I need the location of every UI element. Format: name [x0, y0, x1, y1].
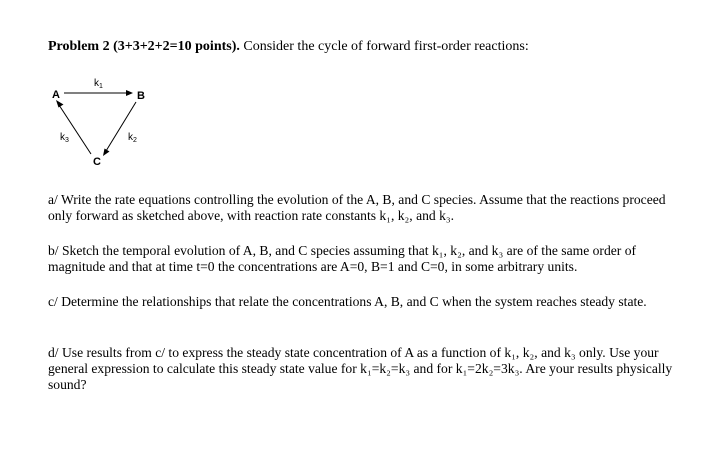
k2-subscript: 2: [133, 137, 137, 144]
reaction-cycle-diagram: [44, 72, 164, 172]
k2-base: k: [128, 132, 133, 143]
k1-base: k: [94, 78, 99, 89]
question-c: c/ Determine the relationships that relate the concentrations A, B, and C when the system reaches steady state.: [48, 294, 647, 309]
rate-constant-k1-label: [94, 78, 103, 90]
question-b: b/ Sketch the temporal evolution of A, B, and C species assuming that k₁, k₂, and k₃ are of the same order of magnitude and that at time t=0 the concentrations are A=0, B=1 and C=0, in some arbitrary units.: [48, 243, 637, 274]
problem-heading: [48, 38, 688, 55]
k3-base: k: [60, 132, 65, 143]
arrow-a-to-b: [64, 90, 133, 96]
species-b-label: B: [137, 90, 145, 102]
rate-constant-k2-label: [128, 132, 137, 144]
problem-title: Problem 2 (3+3+2+2=10 points).: [48, 39, 240, 54]
rate-constant-k3-label: [60, 132, 69, 144]
arrow-b-to-c: [103, 102, 136, 156]
species-c-label: C: [93, 156, 101, 168]
k1-subscript: 1: [99, 83, 103, 90]
problem-intro: Consider the cycle of forward first-order reactions:: [239, 39, 529, 54]
species-a-label: A: [52, 89, 60, 101]
arrow-c-to-a: [56, 100, 91, 154]
question-d: d/ Use results from c/ to express the steady state concentration of A as a function of k₁, k₂, and k₃ only. Use your general expression to calculate this steady state value for k₁=k₂=k₃ and for k₁=2k₂=3k₃. Are your results physically sound?: [48, 345, 673, 392]
k3-subscript: 3: [65, 137, 69, 144]
question-a: a/ Write the rate equations controlling the evolution of the A, B, and C species. Assume that the reactions proceed only forward as sketched above, with reaction rate constants k₁, k₂, and k₃.: [48, 192, 666, 223]
